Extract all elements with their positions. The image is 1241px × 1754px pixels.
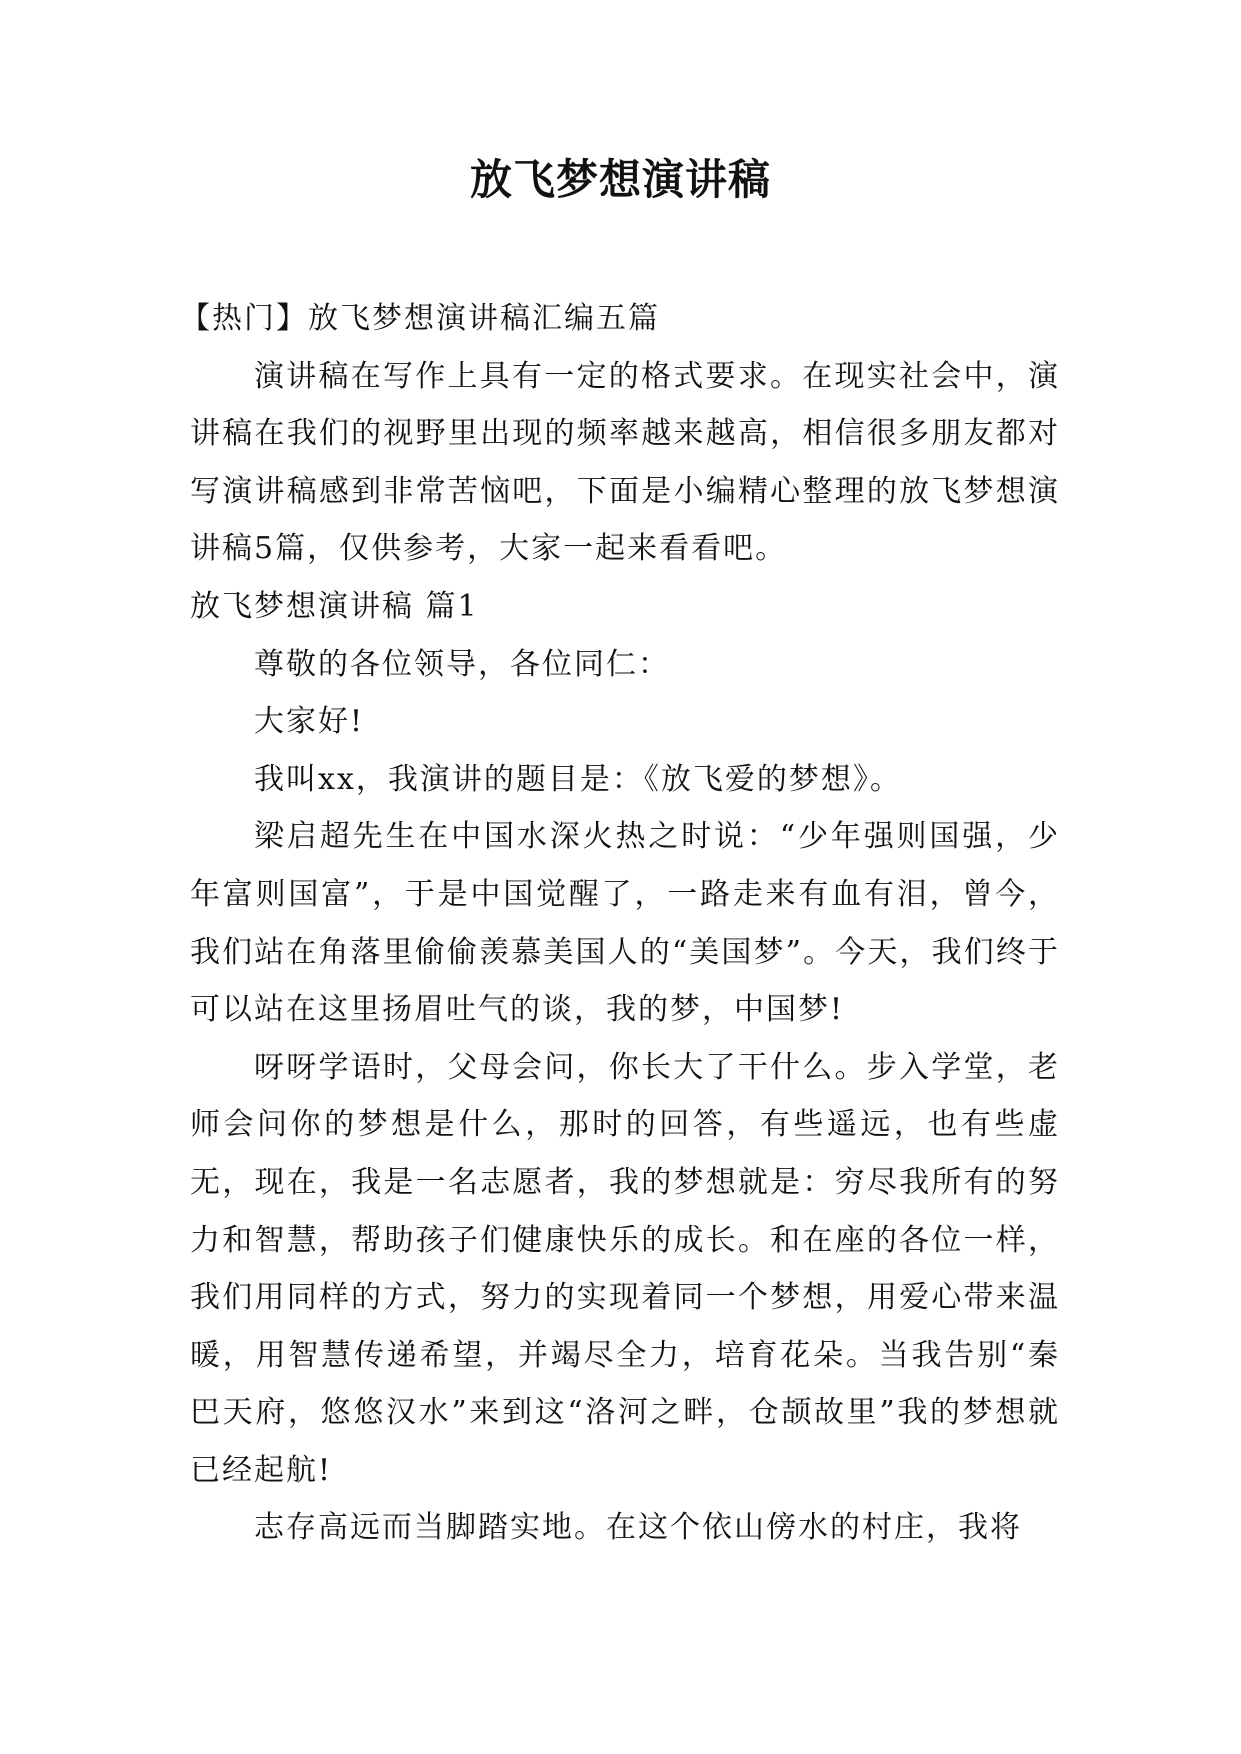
intro-paragraph: 演讲稿在写作上具有一定的格式要求。在现实社会中，演讲稿在我们的视野里出现的频率越来越高，相信很多朋友都对写演讲稿感到非常苦恼吧，下面是小编精心整理的放飞梦想演讲稿5篇，仅供参考，大家一起来看看吧。 bbox=[190, 358, 1060, 567]
document-subtitle: 【热门】放飞梦想演讲稿汇编五篇 bbox=[180, 301, 660, 336]
body-paragraph: 尊敬的各位领导，各位同仁： bbox=[254, 646, 670, 682]
document-title: 放飞梦想演讲稿 bbox=[469, 155, 771, 204]
body-paragraph: 我叫xx，我演讲的题目是：《放飞爱的梦想》。 bbox=[254, 761, 902, 797]
body-paragraph: 志存高远而当脚踏实地。在这个依山傍水的村庄，我将 bbox=[254, 1510, 1022, 1546]
body-paragraph: 梁启超先生在中国水深火热之时说：“少年强则国强，少年富则国富”，于是中国觉醒了，一路走来有血有泪，曾今，我们站在角落里偷偷羡慕美国人的“美国梦”。今天，我们终于可以站在这里扬眉吐气的谈，我的梦，中国梦! bbox=[190, 819, 1060, 1028]
document-body bbox=[180, 290, 1060, 1557]
section-heading: 放飞梦想演讲稿 篇1 bbox=[190, 588, 479, 624]
body-paragraph: 大家好! bbox=[254, 704, 365, 740]
body-paragraph: 呀呀学语时，父母会问，你长大了干什么。步入学堂，老师会问你的梦想是什么，那时的回答，有些遥远，也有些虚无，现在，我是一名志愿者，我的梦想就是：穷尽我所有的努力和智慧，帮助孩子们健康快乐的成长。和在座的各位一样，我们用同样的方式，努力的实现着同一个梦想，用爱心带来温暖，用智慧传递希望，并竭尽全力，培育花朵。当我告别“秦巴天府，悠悠汉水”来到这“洛河之畔，仓颉故里”我的梦想就已经起航! bbox=[190, 1049, 1060, 1488]
